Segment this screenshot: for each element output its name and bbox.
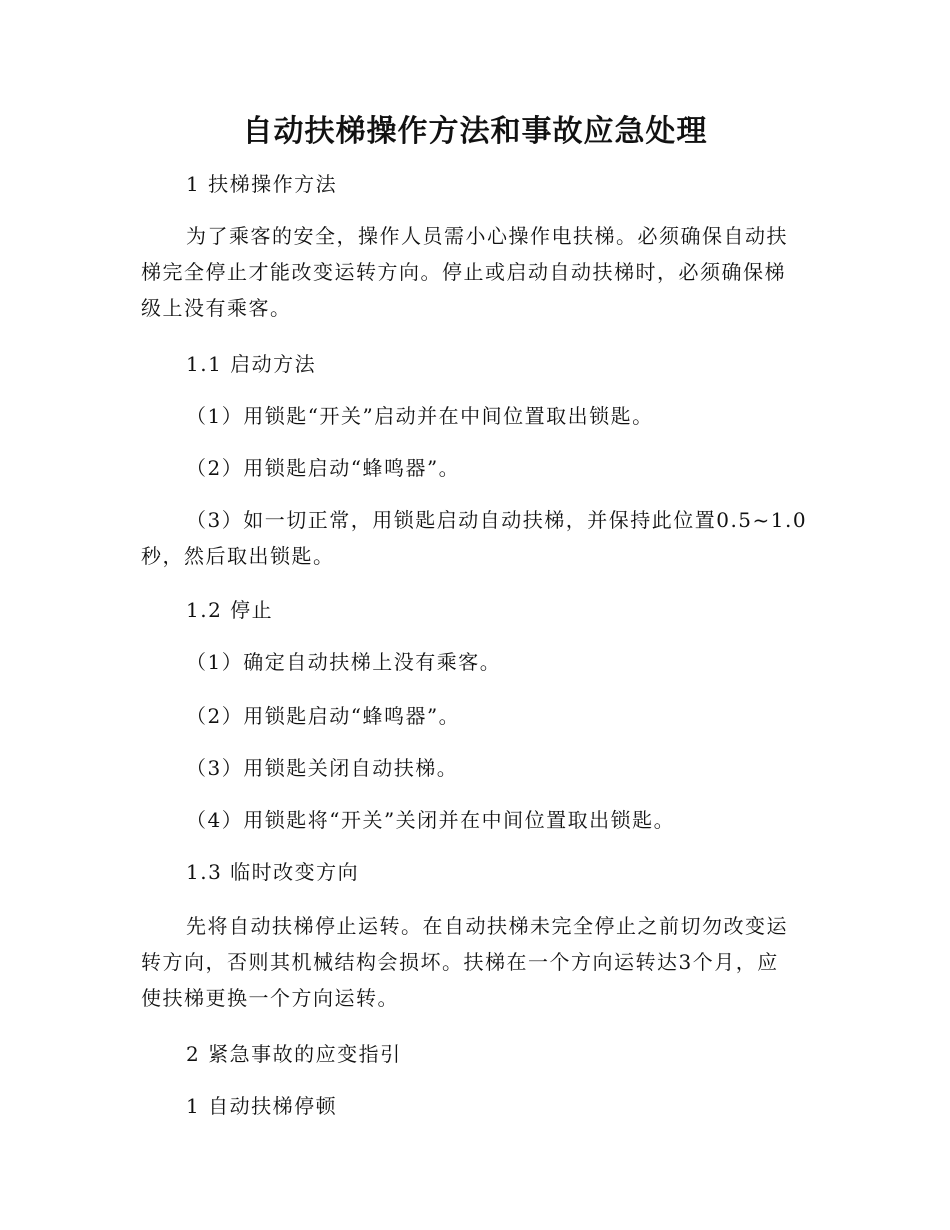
section-heading-emergency: 2 紧急事故的应变指引: [186, 1042, 402, 1066]
start-step-3-line-1: （3）如一切正常，用锁匙启动自动扶梯，并保持此位置0.5~1.0: [186, 508, 808, 532]
reverse-paragraph-line-1: 先将自动扶梯停止运转。在自动扶梯未完全停止之前切勿改变运: [186, 914, 788, 938]
intro-paragraph-line-3: 级上没有乘客。: [141, 296, 292, 320]
stop-step-3: （3）用锁匙关闭自动扶梯。: [186, 756, 459, 780]
reverse-paragraph-line-2: 转方向，否则其机械结构会损坏。扶梯在一个方向运转达3个月，应: [141, 950, 779, 974]
start-step-2: （2）用锁匙启动“蜂鸣器”。: [186, 456, 461, 480]
stop-step-1: （1）确定自动扶梯上没有乘客。: [186, 650, 502, 674]
subheading-escalator-stoppage: 1 自动扶梯停顿: [186, 1094, 338, 1118]
subheading-stop: 1.2 停止: [186, 598, 274, 622]
subheading-reverse-direction: 1.3 临时改变方向: [186, 860, 360, 884]
reverse-paragraph-line-3: 使扶梯更换一个方向运转。: [141, 986, 399, 1010]
subheading-start-method: 1.1 启动方法: [186, 352, 317, 376]
start-step-3-line-2: 秒，然后取出锁匙。: [141, 544, 335, 568]
section-heading-operation: 1 扶梯操作方法: [186, 172, 338, 196]
start-step-1: （1）用锁匙“开关”启动并在中间位置取出锁匙。: [186, 404, 654, 428]
intro-paragraph-line-1: 为了乘客的安全，操作人员需小心操作电扶梯。必须确保自动扶: [186, 224, 788, 248]
stop-step-4: （4）用锁匙将“开关”关闭并在中间位置取出锁匙。: [186, 808, 676, 832]
intro-paragraph-line-2: 梯完全停止才能改变运转方向。停止或启动自动扶梯时，必须确保梯: [141, 260, 786, 284]
stop-step-2: （2）用锁匙启动“蜂鸣器”。: [186, 704, 461, 728]
page-title: 自动扶梯操作方法和事故应急处理: [242, 114, 708, 149]
